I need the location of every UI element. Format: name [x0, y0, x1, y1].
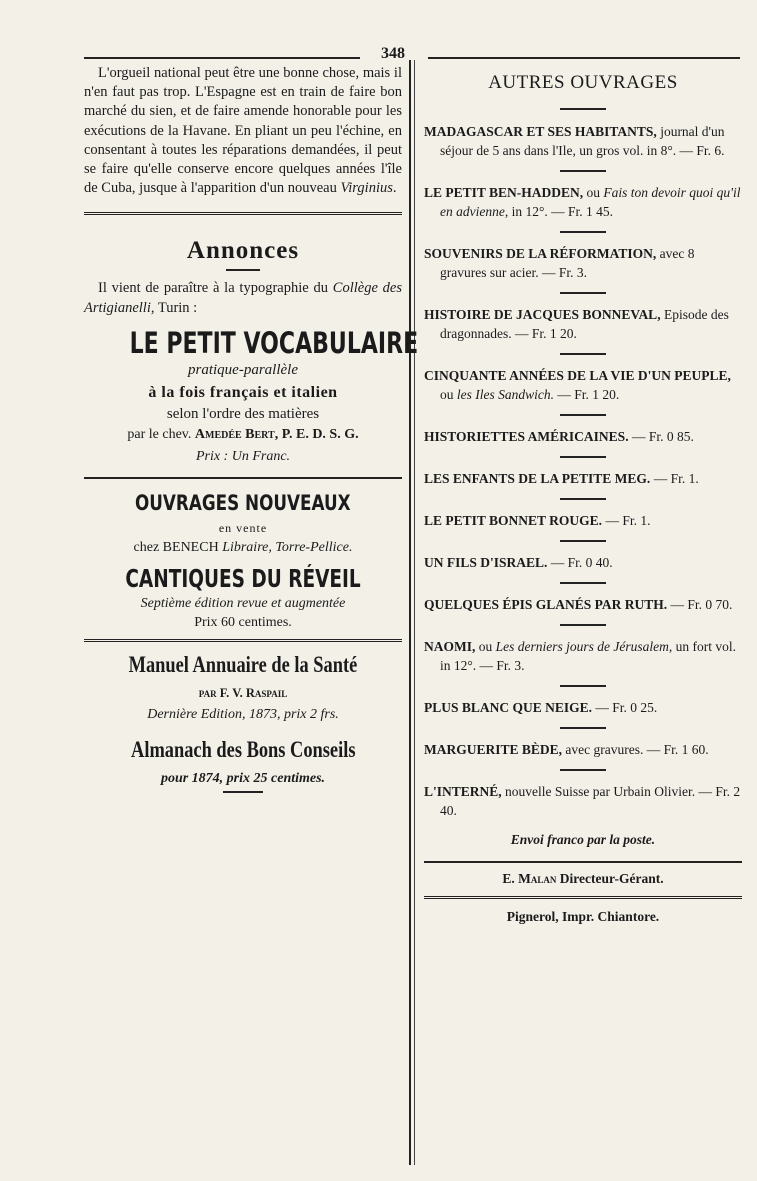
cantiques-title-wrap — [84, 564, 402, 594]
cantiques-edition: Septième édition revue et augmentée — [140, 595, 346, 611]
book-entry — [424, 511, 742, 530]
right-column — [424, 72, 742, 926]
manuel-edition: Dernière Edition, 1873, prix 2 frs. — [147, 706, 339, 722]
vocab-title-wrap — [84, 325, 419, 360]
entry-separator — [560, 540, 606, 542]
entry-separator — [560, 414, 606, 416]
book-entry — [424, 595, 742, 614]
footer-rule-1 — [424, 861, 742, 863]
book-subtitle: Fais ton devoir quoi qu'il en advienne, — [440, 185, 741, 219]
entry-separator — [560, 456, 606, 458]
annonces-rule — [226, 269, 260, 271]
manuel-author — [84, 686, 402, 701]
book-entry — [424, 782, 742, 820]
book-detail: — Fr. 0 70. — [667, 597, 733, 612]
footer-rule-2 — [424, 896, 742, 899]
book-detail: journal d'un séjour de 5 ans dans l'Ile, un gros vol. in 8°. — Fr. 6. — [440, 124, 725, 158]
annonces-intro — [84, 279, 402, 317]
vocab-author — [84, 427, 402, 443]
cantiques-price: Prix 60 centimes. — [194, 614, 292, 630]
intro-text: L'orgueil national peut être une bonne chose, mais il n'en faut pas trop. L'Espagne est en train de faire bon marché du sien, et de faire amende honorable pour les exécutions de la Havane. En pliant un peu l'échine, en consentant à toutes les réparations demandées, il peut se faire qu'elle conserve encore quelques années l'île de Cuba, jusque à l'apparition d'un nouveau — [84, 65, 402, 197]
book-entry — [424, 183, 742, 221]
vocab-subtitle: pratique-parallèle — [188, 361, 298, 378]
entry-separator — [560, 231, 606, 233]
book-detail: Episode des dragonnades. — Fr. 1 20. — [440, 307, 729, 341]
gerant-title: Directeur-Gérant. — [556, 871, 664, 886]
entry-separator — [560, 582, 606, 584]
book-detail: avec gravures. — Fr. 1 60. — [562, 742, 709, 757]
book-entry — [424, 469, 742, 488]
book-title: UN FILS D'ISRAEL. — [424, 555, 548, 570]
book-detail: nouvelle Suisse par Urbain Olivier. — Fr. 2 40. — [440, 784, 741, 818]
almanach-price: pour 1874, prix 25 centimes. — [160, 770, 326, 786]
book-detail: — Fr. 1. — [602, 513, 651, 528]
nouveaux-chez — [84, 540, 402, 556]
imprimeur: Pignerol, Impr. Chiantore. — [506, 909, 660, 924]
book-entry — [424, 698, 742, 717]
vocab-author-name: Amedée Bert — [194, 426, 275, 442]
book-entry — [424, 305, 742, 343]
book-title: LE PETIT BEN-HADDEN, — [424, 185, 584, 200]
header-rule-left — [84, 57, 360, 59]
entry-separator — [560, 685, 606, 687]
column-divider — [409, 60, 411, 1165]
book-entry — [424, 427, 742, 446]
entry-separator — [560, 170, 606, 172]
left-column — [84, 64, 419, 793]
book-detail: avec 8 gravures sur acier. — Fr. 3. — [440, 246, 695, 280]
cantiques-title: CANTIQUES DU RÉVEIL — [125, 563, 361, 593]
intro-end: . — [392, 180, 397, 197]
book-entry — [424, 553, 742, 572]
gerant-name: E. Malan — [502, 871, 557, 886]
book-subtitle: les Iles Sandwich. — [456, 387, 554, 402]
book-detail: ou — [475, 639, 496, 654]
annonces-intro-em: Collège des Artigianelli — [84, 280, 402, 316]
vocab-languages: à la fois français et italien — [148, 383, 338, 401]
book-entry — [424, 740, 742, 759]
book-detail: — Fr. 1. — [650, 471, 699, 486]
book-title: NAOMI, — [424, 639, 476, 654]
nouveaux-heading-wrap — [84, 491, 402, 517]
nouveaux-en-vente: en vente — [218, 520, 268, 535]
annonces-intro-b: , Turin : — [150, 299, 198, 316]
autres-heading: AUTRES OUVRAGES — [488, 72, 678, 93]
vocab-price: Prix : Un Franc. — [195, 448, 291, 464]
annonces-intro-a: Il vient de paraître à la typographie du — [98, 280, 333, 297]
book-title: LES ENFANTS DE LA PETITE MEG. — [424, 471, 651, 486]
almanach-title: Almanach des Bons Conseils — [130, 736, 356, 762]
intro-em: Virginius — [340, 180, 393, 197]
autres-rule — [560, 108, 606, 110]
manuel-title-wrap — [84, 652, 402, 682]
book-entry — [424, 637, 742, 675]
book-detail: ou — [583, 185, 604, 200]
book-title: MADAGASCAR ET SES HABITANTS, — [424, 124, 657, 139]
page-number: 348 — [381, 45, 405, 62]
entry-separator — [560, 292, 606, 294]
gerant — [424, 869, 742, 888]
manuel-title: Manuel Annuaire de la Santé — [128, 651, 358, 677]
book-title: SOUVENIRS DE LA RÉFORMATION, — [424, 246, 657, 261]
vocab-order: selon l'ordre des matières — [166, 405, 320, 422]
book-list — [424, 122, 742, 820]
book-entry — [424, 122, 742, 160]
book-price: in 12°. — Fr. 1 45. — [508, 204, 614, 219]
almanach-title-wrap — [84, 737, 402, 767]
book-subtitle: Les derniers jours de Jérusalem, — [495, 639, 673, 654]
book-detail: — Fr. 0 40. — [547, 555, 613, 570]
entry-separator — [560, 727, 606, 729]
book-entry — [424, 244, 742, 282]
book-title: HISTORIETTES AMÉRICAINES. — [424, 429, 629, 444]
entry-separator — [560, 353, 606, 355]
manuel-author-name: Raspail — [245, 685, 288, 700]
book-price: — Fr. 1 20. — [554, 387, 620, 402]
intro-paragraph — [84, 64, 402, 198]
book-title: L'INTERNÉ, — [424, 784, 502, 799]
book-entry — [424, 366, 742, 404]
section-double-rule — [84, 212, 402, 215]
book-detail: — Fr. 0 25. — [592, 700, 658, 715]
envoi-franco: Envoi franco par la poste. — [510, 832, 656, 847]
entry-separator — [560, 769, 606, 771]
book-price: un fort vol. in 12°. — Fr. 3. — [440, 639, 736, 673]
vocab-author-suffix: , P. E. D. S. G. — [274, 426, 359, 442]
nouveaux-chez-em: Libraire, Torre-Pellice. — [222, 539, 353, 555]
manuel-author-prefix: par F. V. — [198, 685, 246, 700]
vocab-author-prefix: par le chev. — [127, 426, 195, 442]
section-double-rule-2 — [84, 639, 402, 642]
book-title: CINQUANTE ANNÉES DE LA VIE D'UN PEUPLE, — [424, 368, 731, 383]
book-title: HISTOIRE DE JACQUES BONNEVAL, — [424, 307, 661, 322]
column-divider-inner — [414, 60, 415, 1165]
entry-separator — [560, 498, 606, 500]
nouveaux-heading: OUVRAGES NOUVEAUX — [135, 490, 351, 515]
end-rule-left — [223, 791, 263, 793]
book-detail: — Fr. 0 85. — [628, 429, 694, 444]
vocab-title: LE PETIT VOCABULAIRE — [129, 325, 419, 360]
section-rule-1 — [84, 477, 402, 479]
book-title: MARGUERITE BÈDE, — [424, 742, 563, 757]
book-title: PLUS BLANC QUE NEIGE. — [424, 700, 593, 715]
book-title: QUELQUES ÉPIS GLANÉS PAR RUTH. — [424, 597, 668, 612]
header-rule-right — [428, 57, 740, 59]
entry-separator — [560, 624, 606, 626]
nouveaux-chez-a: chez BENECH — [133, 539, 223, 555]
book-detail: ou — [440, 387, 457, 402]
book-title: LE PETIT BONNET ROUGE. — [424, 513, 603, 528]
annonces-heading: Annonces — [186, 237, 300, 265]
